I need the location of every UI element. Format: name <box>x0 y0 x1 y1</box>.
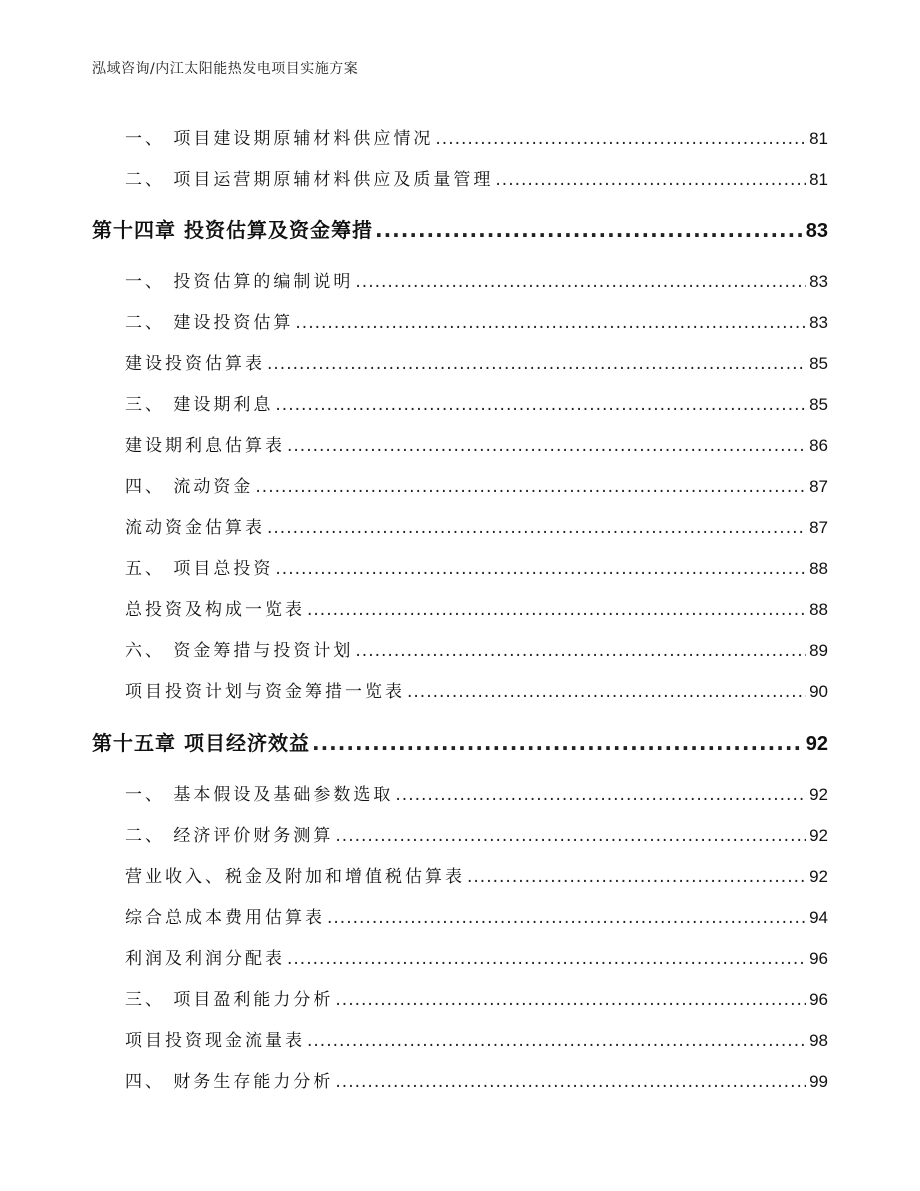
toc-entry-label: 一、 基本假设及基础参数选取 <box>125 785 394 805</box>
toc-entry-label: 建设期利息估算表 <box>125 436 285 456</box>
toc-entry[interactable] <box>125 431 828 456</box>
toc-entry[interactable] <box>125 595 828 620</box>
toc-entry-label: 二、 项目运营期原辅材料供应及质量管理 <box>125 170 494 190</box>
leader-dots <box>287 949 806 969</box>
leader-dots <box>267 518 806 538</box>
toc-entry-label: 二、 经济评价财务测算 <box>125 826 334 846</box>
toc-entry-label: 五、 项目总投资 <box>125 559 274 579</box>
toc-chapter-label: 第十四章 投资估算及资金筹措 <box>92 218 373 242</box>
toc-entry-label: 总投资及构成一览表 <box>125 600 305 620</box>
toc-entry-page: 86 <box>809 436 828 455</box>
toc-entry[interactable] <box>125 903 828 928</box>
toc-entry-label: 三、 项目盈利能力分析 <box>125 990 334 1010</box>
leader-dots <box>287 436 806 456</box>
toc-entry-label: 项目投资现金流量表 <box>125 1031 305 1051</box>
toc-entry[interactable] <box>125 554 828 579</box>
toc-chapter-label: 第十五章 项目经济效益 <box>92 731 310 755</box>
leader-dots <box>495 170 806 190</box>
toc-entry-page: 81 <box>809 129 828 148</box>
toc-entry[interactable] <box>125 780 828 805</box>
leader-dots <box>335 1072 806 1092</box>
toc-entry-label: 项目投资计划与资金筹措一览表 <box>125 682 405 702</box>
leader-dots <box>435 129 806 149</box>
toc-entry-label: 一、 投资估算的编制说明 <box>125 272 354 292</box>
toc-chapter-entry[interactable] <box>92 727 828 756</box>
toc-entry-label: 利润及利润分配表 <box>125 949 285 969</box>
toc-entry[interactable] <box>125 1067 828 1092</box>
toc-entry[interactable] <box>125 513 828 538</box>
leader-dots <box>267 354 806 374</box>
toc-entry-page: 85 <box>809 354 828 373</box>
toc-entry-label: 营业收入、税金及附加和增值税估算表 <box>125 867 465 887</box>
toc-entry-page: 92 <box>809 867 828 886</box>
toc-entry-label: 综合总成本费用估算表 <box>125 908 325 928</box>
toc-entry[interactable] <box>125 349 828 374</box>
toc-entry-page: 99 <box>809 1072 828 1091</box>
leader-dots <box>275 395 806 415</box>
toc-entry-page: 96 <box>809 990 828 1009</box>
toc-entry[interactable] <box>125 862 828 887</box>
leader-dots <box>275 559 806 579</box>
leader-dots <box>395 785 806 805</box>
toc-entry-page: 87 <box>809 518 828 537</box>
toc-entry-label: 流动资金估算表 <box>125 518 265 538</box>
toc-entry-page: 88 <box>809 600 828 619</box>
toc-entry-label: 三、 建设期利息 <box>125 395 274 415</box>
toc-entry[interactable] <box>125 267 828 292</box>
toc-entry-label: 四、 财务生存能力分析 <box>125 1072 334 1092</box>
toc-chapter-entry[interactable] <box>92 214 828 243</box>
leader-dots <box>335 826 806 846</box>
toc-entry-label: 二、 建设投资估算 <box>125 313 294 333</box>
leader-dots <box>355 272 806 292</box>
toc-chapter-page: 83 <box>805 220 828 242</box>
toc-entry[interactable] <box>125 985 828 1010</box>
leader-dots <box>295 313 806 333</box>
toc-entry[interactable] <box>125 124 828 149</box>
leader-dots <box>335 990 806 1010</box>
toc-entry[interactable] <box>125 677 828 702</box>
toc-entry-page: 89 <box>809 641 828 660</box>
toc-entry[interactable] <box>125 165 828 190</box>
toc-entry-page: 83 <box>809 272 828 291</box>
toc-entry[interactable] <box>125 472 828 497</box>
toc-entry-page: 94 <box>809 908 828 927</box>
leader-dots <box>255 477 806 497</box>
leader-dots <box>312 731 803 755</box>
toc-entry-label: 一、 项目建设期原辅材料供应情况 <box>125 129 434 149</box>
leader-dots <box>307 1031 806 1051</box>
running-header: 泓域咨询/内江太阳能热发电项目实施方案 <box>92 61 359 77</box>
toc-entry-page: 98 <box>809 1031 828 1050</box>
leader-dots <box>355 641 806 661</box>
toc-entry-label: 建设投资估算表 <box>125 354 265 374</box>
toc-entry[interactable] <box>125 390 828 415</box>
toc-entry-page: 81 <box>809 170 828 189</box>
toc-entry-label: 六、 资金筹措与投资计划 <box>125 641 354 661</box>
leader-dots <box>307 600 806 620</box>
toc-entry[interactable] <box>125 821 828 846</box>
toc-entry-page: 90 <box>809 682 828 701</box>
toc-entry-page: 92 <box>809 785 828 804</box>
toc-entry[interactable] <box>125 308 828 333</box>
toc-entry-page: 96 <box>809 949 828 968</box>
toc-entry-page: 87 <box>809 477 828 496</box>
toc-entry[interactable] <box>125 636 828 661</box>
toc-entry[interactable] <box>125 1026 828 1051</box>
toc-entry-page: 88 <box>809 559 828 578</box>
toc-entry-page: 85 <box>809 395 828 414</box>
toc-entry-page: 83 <box>809 313 828 332</box>
leader-dots <box>467 867 806 887</box>
toc-entry[interactable] <box>125 944 828 969</box>
toc-chapter-page: 92 <box>805 733 828 755</box>
leader-dots <box>327 908 806 928</box>
toc-entry-label: 四、 流动资金 <box>125 477 254 497</box>
toc-entry-page: 92 <box>809 826 828 845</box>
leader-dots <box>407 682 806 702</box>
leader-dots <box>375 218 803 242</box>
